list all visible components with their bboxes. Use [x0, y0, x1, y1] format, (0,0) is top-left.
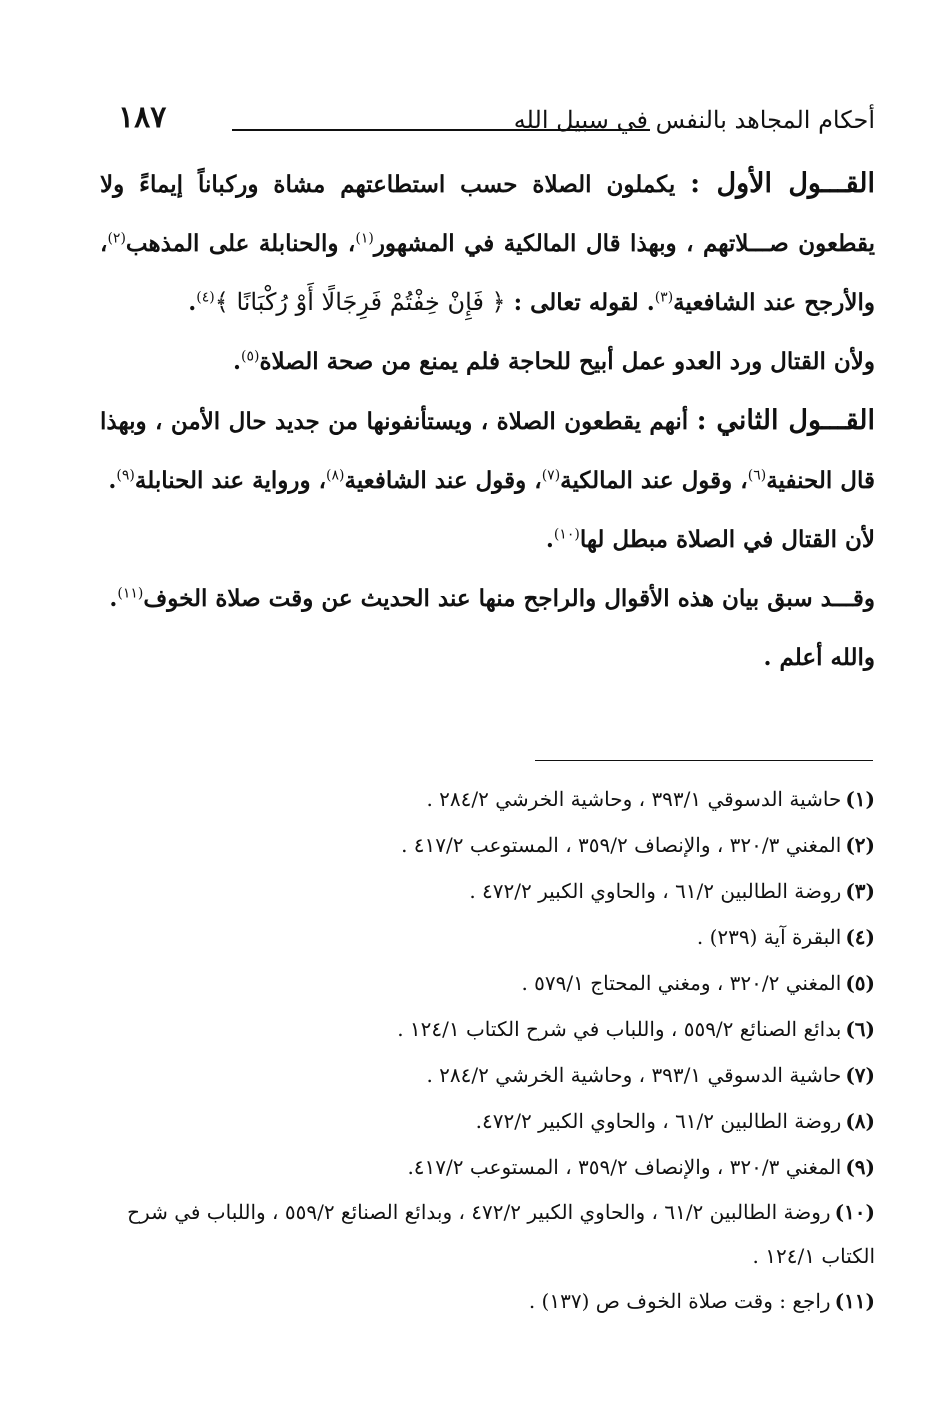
body-text	[100, 154, 875, 687]
paragraph-text: ولأن القتال ورد العدو عمل أبيح للحاجة فلم يمنع من صحة الصلاة	[259, 348, 875, 375]
paragraph-text: .	[108, 467, 117, 494]
paragraph-text: ، وقول عند المالكية	[560, 467, 748, 494]
footnote-text: حاشية الدسوقي ٣٩٣/١ ، وحاشية الخرشي ٢٨٤/٢ .	[426, 1063, 842, 1087]
paragraph-text: والله أعلم .	[763, 644, 875, 671]
footnote-ref[interactable]: (٨)	[326, 467, 345, 484]
paragraph-text: أنهم يقطعون الصلاة ، ويستأنفونها من جديد حال الأمن ، وبهذا قال الحنفية	[100, 408, 875, 494]
footnote-text: روضة الطالبين ٦١/٢ ، والحاوي الكبير ٤٧٢/٢.	[475, 1109, 842, 1133]
footnote-ref[interactable]: (٥)	[241, 348, 260, 365]
paragraph-first-opinion	[100, 154, 875, 332]
page-header	[110, 96, 875, 146]
footnote-item	[100, 1190, 875, 1278]
footnote-number: (١)	[845, 787, 875, 811]
footnote-item	[100, 776, 875, 822]
footnote-number: (٤)	[845, 925, 875, 949]
paragraph-text: .	[188, 289, 197, 316]
paragraph-text: ، ورواية عند الحنابلة	[134, 467, 327, 494]
footnote-number: (٢)	[845, 833, 875, 857]
footnote-text: بدائع الصنائع ٥٥٩/٢ ، واللباب في شرح الكتاب ١٢٤/١ .	[397, 1017, 842, 1041]
footnote-ref[interactable]: (٧)	[541, 467, 561, 484]
footnote-item	[100, 1006, 875, 1052]
footnote-item	[100, 960, 875, 1006]
footnote-number: (٧)	[845, 1063, 875, 1087]
footnote-text: راجع : وقت صلاة الخوف ص (١٣٧) .	[528, 1289, 831, 1313]
footnote-text: المغني ٣٢٠/٣ ، والإنصاف ٣٥٩/٢ ، المستوعب ٤١٧/٢ .	[401, 833, 842, 857]
paragraph-text: ، والأرجح عند الشافعية	[100, 230, 875, 316]
footnote-number: (١١)	[834, 1289, 875, 1313]
footnote-number: (٣)	[845, 879, 875, 903]
paragraph-text: .	[109, 585, 118, 612]
footnote-ref[interactable]: (٢)	[107, 230, 126, 247]
quran-verse: ﴿ فَإِنْ خِفْتُمْ فَرِجَالًا أَوْ رُكْبَانًا ﴾	[214, 288, 506, 316]
footnote-text: روضة الطالبين ٦١/٢ ، والحاوي الكبير ٤٧٢/٢ .	[469, 879, 842, 903]
footnote-item	[100, 1278, 875, 1324]
footnote-item	[100, 914, 875, 960]
opinion-term: القـــول الثاني :	[696, 405, 876, 436]
footnote-ref[interactable]: (١١)	[117, 585, 144, 602]
footnote-ref[interactable]: (١)	[355, 230, 374, 247]
running-title: أحكام المجاهد بالنفس في سبيل الله	[513, 106, 875, 134]
footnote-text: البقرة آية (٢٣٩) .	[696, 925, 842, 949]
footnote-item	[100, 1144, 875, 1190]
footnote-number: (٨)	[845, 1109, 875, 1133]
paragraph-text: .	[233, 348, 242, 375]
footnote-item	[100, 1098, 875, 1144]
footnote-item	[100, 868, 875, 914]
opinion-term: القـــول الأول :	[690, 168, 875, 199]
footnote-number: (٩)	[845, 1155, 875, 1179]
paragraph-second-opinion	[100, 391, 875, 510]
footnote-text: حاشية الدسوقي ٣٩٣/١ ، وحاشية الخرشي ٢٨٤/٢ .	[426, 787, 842, 811]
paragraph-text: . لقوله تعالى :	[505, 289, 655, 316]
paragraph-text: ، وقول عند الشافعية	[344, 467, 542, 494]
paragraph-text: يكملون الصلاة حسب استطاعتهم مشاة وركباناً إيماءً ولا يقطعون صـــلاتهم ، وبهذا قال المالكية في المشهور	[100, 171, 875, 257]
footnote-number: (٦)	[845, 1017, 875, 1041]
footnote-number: (٥)	[845, 971, 875, 995]
paragraph-previous-discussion	[100, 569, 875, 628]
paragraph-text: .	[545, 526, 554, 553]
footnote-ref[interactable]: (١٠)	[553, 526, 580, 543]
footnote-ref[interactable]: (٤)	[196, 289, 215, 306]
paragraph-text: لأن القتال في الصلاة مبطل لها	[579, 526, 875, 553]
footnote-text: المغني ٣٢٠/٢ ، ومغني المحتاج ٥٧٩/١ .	[521, 971, 842, 995]
footnote-ref[interactable]: (٦)	[747, 467, 767, 484]
footnote-item	[100, 1052, 875, 1098]
footnote-item	[100, 822, 875, 868]
paragraph-reason-first	[100, 332, 875, 391]
paragraph-closing	[100, 628, 875, 687]
footnotes	[100, 776, 875, 1324]
footnote-text: روضة الطالبين ٦١/٢ ، والحاوي الكبير ٤٧٢/٢ ، وبدائع الصنائع ٥٥٩/٢ ، واللباب في شرح الكتاب ١٢٤/١ .	[127, 1200, 875, 1268]
paragraph-text: وقـــد سبق بيان هذه الأقوال والراجح منها عند الحديث عن وقت صلاة الخوف	[143, 585, 875, 612]
footnote-text: المغني ٣٢٠/٣ ، والإنصاف ٣٥٩/٢ ، المستوعب ٤١٧/٢.	[407, 1155, 842, 1179]
footnote-ref[interactable]: (٣)	[654, 289, 674, 306]
paragraph-text: ، والحنابلة على المذهب	[125, 230, 356, 257]
footnote-ref[interactable]: (٩)	[116, 467, 135, 484]
paragraph-reason-second	[100, 510, 875, 569]
footnote-rule	[535, 760, 873, 761]
footnote-number: (١٠)	[834, 1200, 875, 1224]
page-number: ١٨٧	[118, 100, 167, 135]
